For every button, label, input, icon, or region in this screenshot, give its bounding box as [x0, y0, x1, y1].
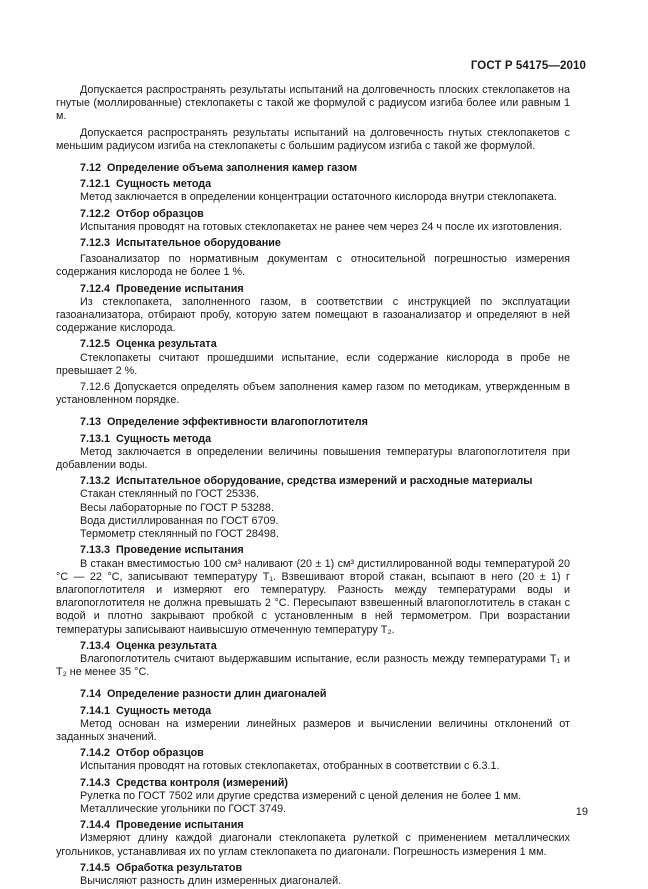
section-title: Обработка результатов — [116, 861, 243, 874]
list-item: Рулетка по ГОСТ 7502 или другие средства измерений с ценой деления не более 1 мм. — [80, 789, 522, 802]
paragraph: Из стеклопакета, заполненного газом, в соответствии с инструкцией по эксплуатации газоанализатора, отбирают пробу, которую затем помещают в газоанализатор и определяют в ней содержание кислорода. — [56, 295, 570, 335]
section-number: 7.14.4 — [80, 819, 111, 832]
subsection-heading — [56, 475, 570, 488]
paragraph: В стакан вместимостью 100 см³ наливают (20 ± 1) см³ дистиллированной воды температурой 20 °С — 22 °С, записывают температуру T₁. Взвешивают второй стакан, всыпают в него (20 ± 1) г влагопоглотителя и измеряют его температуру. Разность между температурами воды и влагопоглотителя не должна превышать 2 °С. Пересыпают взвешенный влагопоглотитель в стакан с водой и плотно закрывают пробкой с установленным в ней термометром. При возрастании температуры записывают наивысшую отмеченную температуру T₂. — [56, 557, 570, 636]
paragraph: Измеряют длину каждой диагонали стеклопакета рулеткой с применением металлических угольников, устанавливая их по углам стеклопакета по диагонали. Погрешность измерения 1 мм. — [56, 832, 570, 858]
page-number: 19 — [575, 806, 588, 818]
subsection-heading — [56, 819, 570, 832]
section-number: 7.12.3 — [80, 237, 111, 250]
subsection-heading — [56, 544, 570, 557]
subsection-heading — [56, 237, 570, 250]
section-title: Оценка результата — [116, 639, 217, 652]
standard-header: ГОСТ Р 54175—2010 — [470, 60, 586, 72]
section-number: 7.14.3 — [80, 776, 111, 789]
paragraph: Вычисляют разность длин измеренных диагоналей. — [80, 874, 342, 887]
section-title: Отбор образцов — [116, 207, 204, 220]
section-title: Отбор образцов — [116, 747, 204, 760]
subsection-heading — [56, 777, 570, 790]
paragraph: 7.12.6 Допускается определять объем заполнения камер газом по методикам, утвержденным в установленном порядке. — [56, 381, 570, 407]
section-number: 7.13.1 — [80, 432, 111, 445]
section-title: Определение эффективности влагопоглотителя — [107, 416, 368, 429]
section-number: 7.12 — [80, 162, 102, 175]
section-title: Сущность метода — [116, 432, 212, 445]
section-number: 7.14.5 — [80, 861, 111, 874]
section-number: 7.14 — [80, 688, 102, 701]
section-title: Проведение испытания — [116, 819, 244, 832]
section-title: Оценка результата — [116, 338, 217, 351]
paragraph: Метод заключается в определении величины повышения температуры влагопоглотителя при добавлении воды. — [56, 445, 570, 472]
paragraph: Газоанализатор по нормативным документам с относительной погрешностью измерения содержания кислорода не более 1 %. — [56, 253, 570, 279]
section-title: Сущность метода — [116, 178, 212, 191]
section-number: 7.12.5 — [80, 338, 111, 351]
section-number: 7.12.1 — [80, 178, 111, 191]
section-number: 7.12.2 — [80, 207, 111, 220]
section-number: 7.13.4 — [80, 639, 111, 652]
subsection-heading — [56, 705, 570, 718]
section-number: 7.14.1 — [80, 704, 111, 717]
list-item: Термометр стеклянный по ГОСТ 28498. — [80, 528, 279, 541]
paragraph: Стеклопакеты считают прошедшими испытание, если содержание кислорода в пробе не превышает 2 %. — [56, 351, 570, 377]
paragraph: Испытания проводят на готовых стеклопакетах, отобранных в соответствии с 6.3.1. — [80, 760, 500, 773]
section-title: Определение объема заполнения камер газом — [107, 162, 358, 175]
paragraph: Допускается распространять результаты испытаний на долговечность плоских стеклопакетов на гнутые (моллированные) стеклопакеты с такой же формулой с радиусом изгиба более или равным 1 м. — [56, 84, 570, 123]
subsection-heading — [56, 178, 570, 191]
list-item: Металлические угольники по ГОСТ 3749. — [80, 802, 287, 815]
subsection-heading — [56, 283, 570, 296]
subsection-heading — [56, 640, 570, 653]
section-number: 7.13 — [80, 416, 102, 429]
section-number: 7.13.2 — [80, 475, 111, 488]
section-number: 7.14.2 — [80, 747, 111, 760]
paragraph: Метод основан на измерении линейных размеров и вычислении величины отклонений от заданных значений. — [56, 717, 570, 743]
section-heading — [56, 162, 570, 175]
paragraph: Метод заключается в определении концентрации остаточного кислорода внутри стеклопакета. — [80, 191, 557, 204]
section-title: Проведение испытания — [116, 544, 244, 557]
subsection-heading — [56, 208, 570, 221]
section-title: Проведение испытания — [116, 282, 244, 295]
paragraph: Допускается распространять результаты испытаний на долговечность гнутых стеклопакетов с меньшим радиусом изгиба на стеклопакеты с большим радиусом изгиба с такой же формулой. — [56, 126, 570, 152]
section-number: 7.13.3 — [80, 544, 111, 557]
list-item: Вода дистиллированная по ГОСТ 6709. — [80, 514, 279, 527]
list-item: Стакан стеклянный по ГОСТ 25336. — [80, 488, 260, 501]
section-number: 7.12.4 — [80, 282, 111, 295]
subsection-heading — [56, 862, 570, 875]
section-title: Средства контроля (измерений) — [116, 776, 288, 789]
section-heading — [56, 416, 570, 429]
paragraph: Испытания проводят на готовых стеклопакетах не ранее чем через 24 ч после их изготовления. — [80, 220, 562, 233]
document-body — [56, 84, 570, 888]
section-title: Испытательное оборудование, средства измерений и расходные материалы — [116, 475, 533, 488]
list-item: Весы лабораторные по ГОСТ Р 53288. — [80, 501, 274, 514]
section-title: Испытательное оборудование — [116, 237, 281, 250]
subsection-heading — [56, 338, 570, 351]
section-title: Определение разности длин диагоналей — [107, 688, 327, 701]
paragraph: Влагопоглотитель считают выдержавшим испытание, если разность между температурами T₁ и T₂ не менее 35 °С. — [56, 652, 570, 679]
section-heading — [56, 688, 570, 701]
subsection-heading — [56, 747, 570, 760]
section-title: Сущность метода — [116, 704, 212, 717]
subsection-heading — [56, 433, 570, 446]
